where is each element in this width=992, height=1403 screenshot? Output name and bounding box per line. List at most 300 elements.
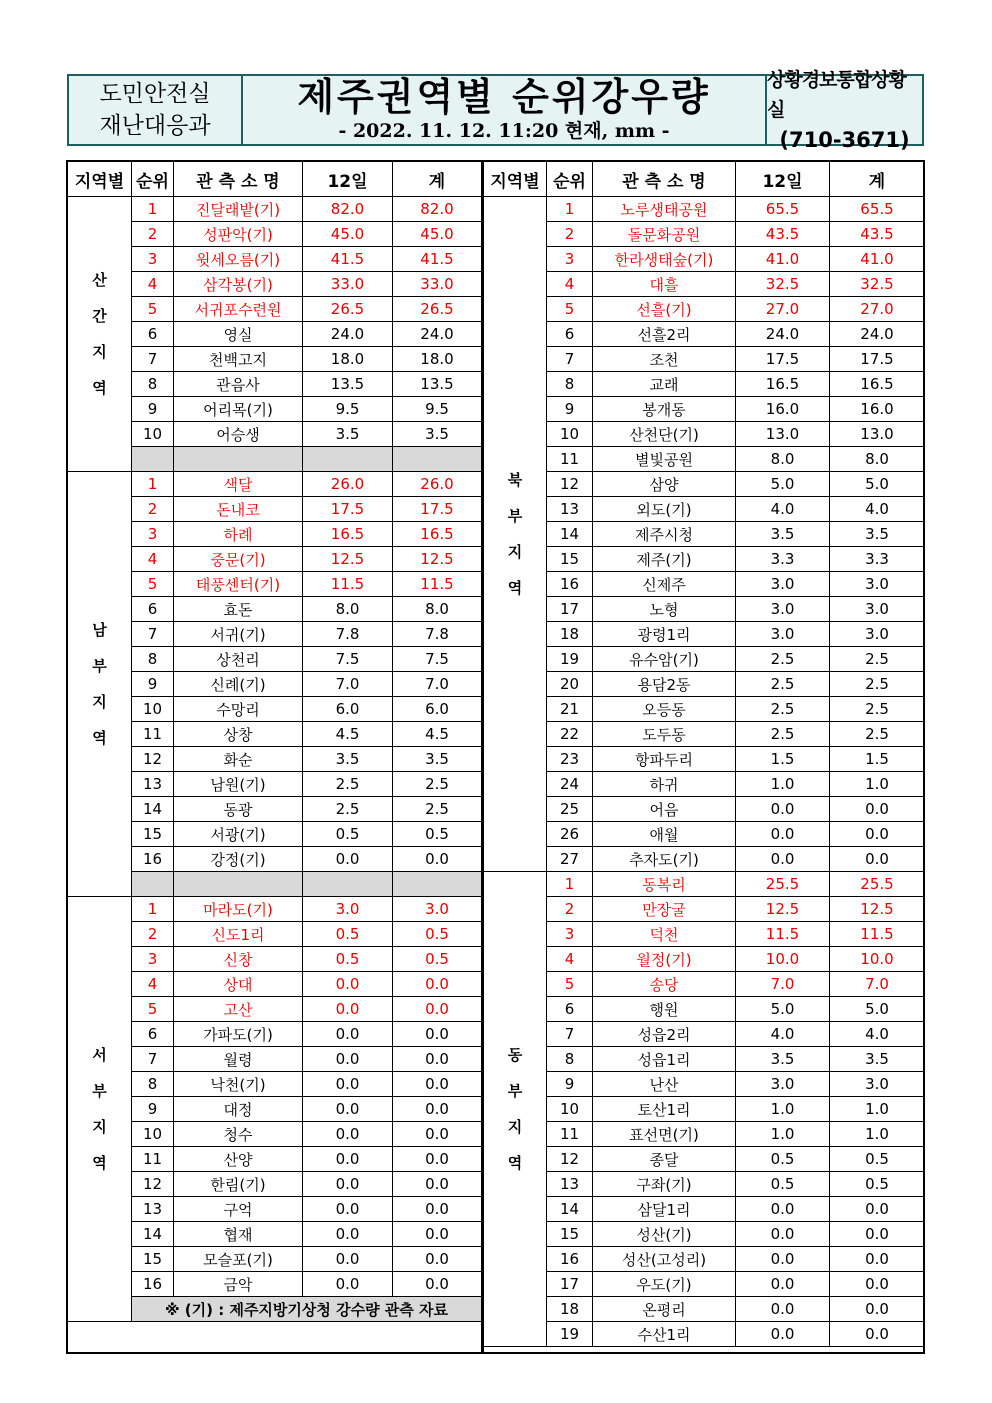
blank-cell [132, 872, 174, 897]
station-name: 유수암(기) [593, 647, 736, 672]
total-rainfall: 0.0 [830, 797, 925, 822]
daily-rainfall: 1.0 [736, 772, 830, 797]
table-row [484, 897, 925, 922]
station-name: 대흘 [593, 272, 736, 297]
region-label-char: 지 [507, 543, 523, 561]
region-label-char: 지 [92, 343, 107, 361]
rank-cell: 25 [547, 797, 593, 822]
daily-rainfall: 0.0 [303, 1047, 393, 1072]
table-row [484, 422, 925, 447]
total-rainfall: 0.0 [830, 1272, 925, 1297]
station-name: 행원 [593, 997, 736, 1022]
blank-cell [303, 447, 393, 472]
rank-cell: 10 [132, 697, 174, 722]
col-station-header: 관 측 소 명 [593, 162, 736, 197]
total-rainfall: 32.5 [830, 272, 925, 297]
station-name: 윗세오름(기) [174, 247, 303, 272]
daily-rainfall: 0.5 [303, 822, 393, 847]
rank-cell: 11 [132, 722, 174, 747]
rank-cell: 6 [132, 322, 174, 347]
region-label-char: 산 [92, 271, 107, 289]
daily-rainfall: 5.0 [736, 997, 830, 1022]
total-rainfall: 0.0 [393, 972, 482, 997]
daily-rainfall: 0.0 [736, 1297, 830, 1322]
total-rainfall: 0.5 [830, 1147, 925, 1172]
daily-rainfall: 0.0 [303, 1072, 393, 1097]
total-rainfall: 0.5 [393, 947, 482, 972]
rank-cell: 5 [132, 297, 174, 322]
station-name: 하례 [174, 522, 303, 547]
rank-cell: 7 [132, 1047, 174, 1072]
rank-cell: 2 [132, 222, 174, 247]
daily-rainfall: 18.0 [303, 347, 393, 372]
rank-cell: 7 [132, 347, 174, 372]
region-label-char: 역 [92, 729, 107, 747]
table-row [484, 722, 925, 747]
daily-rainfall: 13.0 [736, 422, 830, 447]
total-rainfall: 0.0 [393, 847, 482, 872]
rank-cell: 23 [547, 747, 593, 772]
daily-rainfall: 7.0 [736, 972, 830, 997]
blank-cell [132, 447, 174, 472]
table-row [484, 972, 925, 997]
total-rainfall: 0.0 [393, 1172, 482, 1197]
table-row [484, 297, 925, 322]
table-row [484, 1072, 925, 1097]
daily-rainfall: 26.0 [303, 472, 393, 497]
total-rainfall: 3.0 [393, 897, 482, 922]
daily-rainfall: 24.0 [736, 322, 830, 347]
total-rainfall: 3.5 [393, 422, 482, 447]
total-rainfall: 0.0 [393, 1197, 482, 1222]
daily-rainfall: 0.0 [736, 822, 830, 847]
table-row [484, 622, 925, 647]
total-rainfall: 3.0 [830, 597, 925, 622]
region-label-char: 부 [92, 1082, 107, 1100]
total-rainfall: 0.5 [830, 1172, 925, 1197]
daily-rainfall: 3.0 [736, 1072, 830, 1097]
total-rainfall: 11.5 [393, 572, 482, 597]
rank-cell: 3 [132, 522, 174, 547]
rank-cell: 7 [547, 347, 593, 372]
total-rainfall: 2.5 [830, 647, 925, 672]
total-rainfall: 26.5 [393, 297, 482, 322]
region-label-char: 역 [507, 579, 523, 597]
contact-phone: (710-3671) [779, 128, 910, 152]
station-name: 봉개동 [593, 397, 736, 422]
rank-cell: 8 [547, 372, 593, 397]
total-rainfall: 12.5 [830, 897, 925, 922]
region-label-char: 부 [92, 657, 107, 675]
total-rainfall: 13.5 [393, 372, 482, 397]
rank-cell: 13 [547, 1172, 593, 1197]
station-name: 송당 [593, 972, 736, 997]
table-row [484, 322, 925, 347]
table-row [484, 547, 925, 572]
rank-cell: 9 [132, 672, 174, 697]
station-name: 제주시청 [593, 522, 736, 547]
daily-rainfall: 82.0 [303, 197, 393, 222]
daily-rainfall: 3.5 [736, 1047, 830, 1072]
total-rainfall: 1.0 [830, 1122, 925, 1147]
total-rainfall: 7.8 [393, 622, 482, 647]
table-row [484, 1197, 925, 1222]
total-rainfall: 27.0 [830, 297, 925, 322]
station-name: 상창 [174, 722, 303, 747]
rank-cell: 6 [547, 997, 593, 1022]
station-name: 영실 [174, 322, 303, 347]
daily-rainfall: 3.5 [303, 747, 393, 772]
station-name: 삼양 [593, 472, 736, 497]
station-name: 성읍1리 [593, 1047, 736, 1072]
daily-rainfall: 0.0 [736, 1197, 830, 1222]
rank-cell: 21 [547, 697, 593, 722]
table-row [484, 747, 925, 772]
station-name: 효돈 [174, 597, 303, 622]
total-rainfall: 7.5 [393, 647, 482, 672]
col-total-header: 계 [393, 162, 482, 197]
rank-cell: 27 [547, 847, 593, 872]
total-rainfall: 0.0 [393, 1047, 482, 1072]
daily-rainfall: 33.0 [303, 272, 393, 297]
station-name: 신창 [174, 947, 303, 972]
station-name: 고산 [174, 997, 303, 1022]
station-name: 성읍2리 [593, 1022, 736, 1047]
daily-rainfall: 45.0 [303, 222, 393, 247]
daily-rainfall: 12.5 [303, 547, 393, 572]
table-row [68, 472, 482, 497]
rank-cell: 3 [547, 247, 593, 272]
rank-cell: 9 [132, 1097, 174, 1122]
daily-rainfall: 0.5 [736, 1172, 830, 1197]
station-name: 태풍센터(기) [174, 572, 303, 597]
total-rainfall: 0.0 [830, 1247, 925, 1272]
total-rainfall: 17.5 [830, 347, 925, 372]
rank-cell: 18 [547, 622, 593, 647]
region-label-char: 역 [507, 1154, 523, 1172]
rank-cell: 13 [547, 497, 593, 522]
daily-rainfall: 41.5 [303, 247, 393, 272]
daily-rainfall: 3.3 [736, 547, 830, 572]
station-name: 진달래밭(기) [174, 197, 303, 222]
station-name: 중문(기) [174, 547, 303, 572]
station-name: 돈내코 [174, 497, 303, 522]
station-name: 선흘(기) [593, 297, 736, 322]
table-row [484, 597, 925, 622]
contact-office: 상황경보통합상황실 [767, 69, 906, 121]
daily-rainfall: 0.5 [303, 947, 393, 972]
daily-rainfall: 32.5 [736, 272, 830, 297]
station-name: 동광 [174, 797, 303, 822]
rank-cell: 5 [132, 997, 174, 1022]
station-name: 하귀 [593, 772, 736, 797]
rank-cell: 16 [547, 1247, 593, 1272]
rank-cell: 3 [547, 922, 593, 947]
daily-rainfall: 4.0 [736, 497, 830, 522]
daily-rainfall: 1.0 [736, 1122, 830, 1147]
total-rainfall: 24.0 [830, 322, 925, 347]
rank-cell: 13 [132, 1197, 174, 1222]
region-label [68, 197, 132, 472]
total-rainfall: 0.0 [830, 1322, 925, 1347]
station-name: 토산1리 [593, 1097, 736, 1122]
rank-cell: 2 [547, 897, 593, 922]
total-rainfall: 2.5 [830, 672, 925, 697]
daily-rainfall: 0.0 [303, 972, 393, 997]
table-row [484, 1222, 925, 1247]
station-name: 구좌(기) [593, 1172, 736, 1197]
station-name: 산천단(기) [593, 422, 736, 447]
total-rainfall: 13.0 [830, 422, 925, 447]
daily-rainfall: 0.0 [303, 1022, 393, 1047]
table-row [484, 872, 925, 897]
daily-rainfall: 2.5 [303, 772, 393, 797]
total-rainfall: 4.5 [393, 722, 482, 747]
rank-cell: 13 [132, 772, 174, 797]
total-rainfall: 33.0 [393, 272, 482, 297]
total-rainfall: 11.5 [830, 922, 925, 947]
rank-cell: 9 [132, 397, 174, 422]
total-rainfall: 0.0 [393, 1072, 482, 1097]
table-row [484, 347, 925, 372]
table-row [484, 572, 925, 597]
station-name: 색달 [174, 472, 303, 497]
station-name: 삼달1리 [593, 1197, 736, 1222]
col-total-header: 계 [830, 162, 925, 197]
daily-rainfall: 0.0 [303, 1122, 393, 1147]
station-name: 신도1리 [174, 922, 303, 947]
station-name: 별빛공원 [593, 447, 736, 472]
daily-rainfall: 4.5 [303, 722, 393, 747]
rank-cell: 4 [132, 547, 174, 572]
daily-rainfall: 17.5 [303, 497, 393, 522]
department-line2: 재난대응과 [99, 113, 211, 139]
daily-rainfall: 2.5 [736, 722, 830, 747]
total-rainfall: 45.0 [393, 222, 482, 247]
table-row [484, 247, 925, 272]
blank-cell [303, 872, 393, 897]
table-row [68, 197, 482, 222]
station-name: 서광(기) [174, 822, 303, 847]
station-name: 어음 [593, 797, 736, 822]
station-name: 천백고지 [174, 347, 303, 372]
rank-cell: 14 [547, 1197, 593, 1222]
report-subtitle: - 2022. 11. 12. 11:20 현재, mm - [338, 120, 670, 142]
daily-rainfall: 0.0 [303, 1272, 393, 1297]
station-name: 만장굴 [593, 897, 736, 922]
rank-cell: 9 [547, 1072, 593, 1097]
station-name: 제주(기) [593, 547, 736, 572]
total-rainfall: 0.0 [393, 1122, 482, 1147]
region-label-char: 북 [507, 471, 523, 489]
daily-rainfall: 0.0 [736, 1247, 830, 1272]
station-name: 덕천 [593, 922, 736, 947]
station-name: 난산 [593, 1072, 736, 1097]
rank-cell: 11 [132, 1147, 174, 1172]
table-row [484, 472, 925, 497]
total-rainfall: 3.0 [830, 1072, 925, 1097]
total-rainfall: 18.0 [393, 347, 482, 372]
rank-cell: 24 [547, 772, 593, 797]
total-rainfall: 0.0 [393, 1222, 482, 1247]
daily-rainfall: 3.0 [736, 572, 830, 597]
daily-rainfall: 26.5 [303, 297, 393, 322]
rank-cell: 15 [547, 547, 593, 572]
daily-rainfall: 3.0 [736, 622, 830, 647]
rank-cell: 4 [547, 272, 593, 297]
table-row [484, 1172, 925, 1197]
station-name: 노루생태공원 [593, 197, 736, 222]
daily-rainfall: 6.0 [303, 697, 393, 722]
daily-rainfall: 7.8 [303, 622, 393, 647]
total-rainfall: 65.5 [830, 197, 925, 222]
report-header [67, 69, 924, 152]
col-station-header: 관 측 소 명 [174, 162, 303, 197]
rank-cell: 17 [547, 597, 593, 622]
station-name: 표선면(기) [593, 1122, 736, 1147]
daily-rainfall: 0.0 [303, 1247, 393, 1272]
rank-cell: 7 [132, 622, 174, 647]
total-rainfall: 16.5 [830, 372, 925, 397]
station-name: 도두동 [593, 722, 736, 747]
table-row [484, 822, 925, 847]
region-label-char: 지 [507, 1118, 523, 1136]
rank-cell: 19 [547, 1322, 593, 1347]
rank-cell: 19 [547, 647, 593, 672]
rank-cell: 3 [132, 247, 174, 272]
station-name: 협재 [174, 1222, 303, 1247]
daily-rainfall: 4.0 [736, 1022, 830, 1047]
total-rainfall: 16.5 [393, 522, 482, 547]
total-rainfall: 10.0 [830, 947, 925, 972]
daily-rainfall: 0.0 [736, 1222, 830, 1247]
daily-rainfall: 27.0 [736, 297, 830, 322]
table-row [484, 772, 925, 797]
table-row [484, 1247, 925, 1272]
blank-cell [393, 447, 482, 472]
daily-rainfall: 8.0 [303, 597, 393, 622]
daily-rainfall: 3.0 [303, 897, 393, 922]
station-name: 온평리 [593, 1297, 736, 1322]
daily-rainfall: 3.5 [736, 522, 830, 547]
col-region-header: 지역별 [68, 162, 132, 197]
rank-cell: 15 [547, 1222, 593, 1247]
daily-rainfall: 2.5 [736, 672, 830, 697]
total-rainfall: 7.0 [830, 972, 925, 997]
station-name: 금악 [174, 1272, 303, 1297]
total-rainfall: 3.0 [830, 572, 925, 597]
rank-cell: 2 [547, 222, 593, 247]
rainfall-table-right [483, 161, 925, 1347]
total-rainfall: 17.5 [393, 497, 482, 522]
rank-cell: 8 [132, 372, 174, 397]
rank-cell: 8 [132, 1072, 174, 1097]
rank-cell: 1 [547, 197, 593, 222]
total-rainfall: 0.0 [393, 1147, 482, 1172]
region-label [68, 897, 132, 1322]
daily-rainfall: 5.0 [736, 472, 830, 497]
region-label-char: 부 [507, 507, 523, 525]
blank-cell [174, 872, 303, 897]
daily-rainfall: 43.5 [736, 222, 830, 247]
station-name: 화순 [174, 747, 303, 772]
total-rainfall: 25.5 [830, 872, 925, 897]
column-header-row [68, 162, 482, 197]
region-label [484, 872, 547, 1347]
rank-cell: 2 [132, 497, 174, 522]
total-rainfall: 2.5 [393, 797, 482, 822]
table-row [484, 272, 925, 297]
total-rainfall: 24.0 [393, 322, 482, 347]
rank-cell: 16 [132, 1272, 174, 1297]
total-rainfall: 0.0 [393, 1097, 482, 1122]
station-name: 오등동 [593, 697, 736, 722]
rank-cell: 9 [547, 397, 593, 422]
total-rainfall: 3.5 [830, 1047, 925, 1072]
total-rainfall: 26.0 [393, 472, 482, 497]
station-name: 수산1리 [593, 1322, 736, 1347]
rank-cell: 6 [547, 322, 593, 347]
daily-rainfall: 9.5 [303, 397, 393, 422]
rank-cell: 4 [132, 972, 174, 997]
station-name: 가파도(기) [174, 1022, 303, 1047]
table-row [484, 372, 925, 397]
table-row [484, 1297, 925, 1322]
table-row [484, 947, 925, 972]
daily-rainfall: 12.5 [736, 897, 830, 922]
rank-cell: 17 [547, 1272, 593, 1297]
daily-rainfall: 0.0 [303, 1097, 393, 1122]
daily-rainfall: 17.5 [736, 347, 830, 372]
table-row [68, 897, 482, 922]
station-name: 청수 [174, 1122, 303, 1147]
daily-rainfall: 2.5 [736, 697, 830, 722]
region-label [68, 472, 132, 897]
total-rainfall: 1.0 [830, 1097, 925, 1122]
table-row [484, 1022, 925, 1047]
station-name: 광령1리 [593, 622, 736, 647]
station-name: 상천리 [174, 647, 303, 672]
daily-rainfall: 1.0 [736, 1097, 830, 1122]
region-label-char: 서 [92, 1046, 107, 1064]
total-rainfall: 0.5 [393, 922, 482, 947]
rank-cell: 16 [132, 847, 174, 872]
station-name: 월령 [174, 1047, 303, 1072]
department-line1: 도민안전실 [99, 81, 211, 107]
col-rank-header: 순위 [547, 162, 593, 197]
table-row [484, 697, 925, 722]
rank-cell: 6 [132, 597, 174, 622]
daily-rainfall: 8.0 [736, 447, 830, 472]
station-name: 종달 [593, 1147, 736, 1172]
station-name: 한라생태숲(기) [593, 247, 736, 272]
daily-rainfall: 0.0 [303, 847, 393, 872]
station-name: 노형 [593, 597, 736, 622]
total-rainfall: 1.5 [830, 747, 925, 772]
station-name: 월정(기) [593, 947, 736, 972]
station-name: 신제주 [593, 572, 736, 597]
col-day-header: 12일 [736, 162, 830, 197]
station-name: 성산(고성리) [593, 1247, 736, 1272]
note-text: ※ (기) : 제주지방기상청 강수량 관측 자료 [132, 1297, 482, 1322]
rank-cell: 1 [132, 472, 174, 497]
rank-cell: 4 [132, 272, 174, 297]
total-rainfall: 0.0 [830, 822, 925, 847]
table-row [484, 522, 925, 547]
station-name: 산양 [174, 1147, 303, 1172]
total-rainfall: 1.0 [830, 772, 925, 797]
rank-cell: 6 [132, 1022, 174, 1047]
